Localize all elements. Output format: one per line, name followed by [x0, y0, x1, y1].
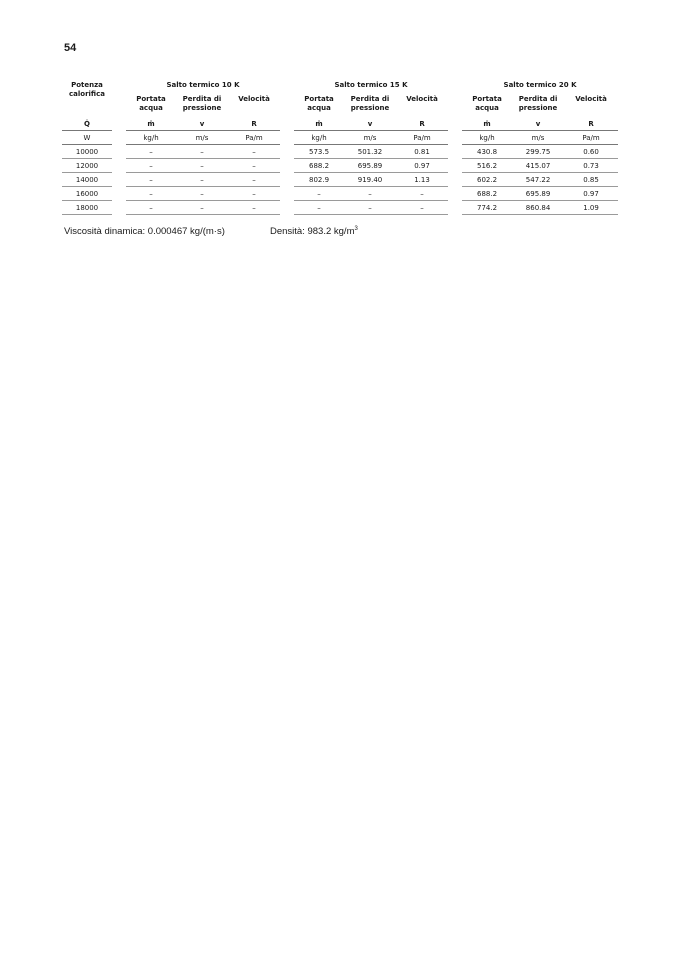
density-note [270, 226, 358, 237]
cell-value: – [176, 159, 228, 173]
col-header-portata-10k: Portata acqua [136, 95, 166, 112]
col-header-portata-15k: Portata acqua [304, 95, 334, 112]
cell-value: – [294, 187, 344, 201]
symbol-velocita-10k: R [251, 120, 257, 128]
cell-potenza: 14000 [62, 173, 112, 187]
cell-value: – [294, 201, 344, 215]
symbol-portata-15k: ṁ [315, 120, 323, 128]
cell-value: – [228, 201, 280, 215]
cell-value: – [396, 187, 448, 201]
cell-potenza: 12000 [62, 159, 112, 173]
unit-perdita-15k: m/s [344, 130, 396, 145]
cell-value: 688.2 [462, 187, 512, 201]
page-number: 54 [64, 42, 77, 54]
density-exponent: 3 [354, 225, 358, 232]
symbol-portata-20k: ṁ [483, 120, 491, 128]
cell-value: 602.2 [462, 173, 512, 187]
cell-value: – [344, 187, 396, 201]
cell-value: 0.97 [396, 159, 448, 173]
cell-value: – [126, 159, 176, 173]
cell-value: 547.22 [512, 173, 564, 187]
group-title-20k: Salto termico 20 K [503, 81, 577, 89]
unit-velocita-20k: Pa/m [564, 130, 618, 145]
unit-perdita-20k: m/s [512, 130, 564, 145]
symbol-perdita-15k: v [367, 120, 373, 128]
symbol-perdita-10k: v [199, 120, 205, 128]
unit-portata-20k: kg/h [462, 130, 512, 145]
cell-value: – [126, 201, 176, 215]
table-row [62, 201, 618, 215]
cell-value: – [176, 201, 228, 215]
unit-velocita-10k: Pa/m [228, 130, 280, 145]
cell-potenza: 10000 [62, 145, 112, 159]
cell-value: – [126, 145, 176, 159]
cell-value: 0.73 [564, 159, 618, 173]
symbol-velocita-15k: R [419, 120, 425, 128]
unit-velocita-15k: Pa/m [396, 130, 448, 145]
viscosity-note: Viscosità dinamica: 0.000467 kg/(m·s) [64, 226, 225, 237]
cell-value: – [126, 173, 176, 187]
flow-table [62, 80, 618, 215]
cell-value: – [396, 201, 448, 215]
cell-value: 1.13 [396, 173, 448, 187]
cell-value: 0.97 [564, 187, 618, 201]
table-row [62, 187, 618, 201]
cell-value: 695.89 [512, 187, 564, 201]
table-row [62, 173, 618, 187]
cell-value: 802.9 [294, 173, 344, 187]
cell-value: 516.2 [462, 159, 512, 173]
cell-value: 774.2 [462, 201, 512, 215]
notes [64, 225, 358, 237]
col-header-perdita-10k: Perdita di pressione [182, 95, 222, 112]
col-header-velocita-10k: Velocità [238, 95, 270, 103]
cell-value: 501.32 [344, 145, 396, 159]
cell-value: 0.60 [564, 145, 618, 159]
cell-value: 573.5 [294, 145, 344, 159]
cell-value: 430.8 [462, 145, 512, 159]
cell-value: – [228, 145, 280, 159]
col-header-perdita-15k: Perdita di pressione [350, 95, 390, 112]
unit-portata-15k: kg/h [294, 130, 344, 145]
table-row [62, 145, 618, 159]
symbol-perdita-20k: v [535, 120, 541, 128]
cell-value: – [126, 187, 176, 201]
cell-value: – [228, 173, 280, 187]
potenza-header: Potenza calorifica [69, 81, 105, 98]
symbol-velocita-20k: R [588, 120, 594, 128]
cell-value: – [176, 173, 228, 187]
col-header-portata-20k: Portata acqua [472, 95, 502, 112]
unit-portata-10k: kg/h [126, 130, 176, 145]
cell-value: 299.75 [512, 145, 564, 159]
group-title-15k: Salto termico 15 K [334, 81, 408, 89]
col-header-velocita-20k: Velocità [575, 95, 607, 103]
unit-potenza: W [62, 130, 112, 145]
cell-value: – [228, 187, 280, 201]
cell-potenza: 18000 [62, 201, 112, 215]
cell-value: 695.89 [344, 159, 396, 173]
cell-value: – [176, 145, 228, 159]
cell-value: 0.81 [396, 145, 448, 159]
cell-value: 1.09 [564, 201, 618, 215]
cell-value: 688.2 [294, 159, 344, 173]
col-header-perdita-20k: Perdita di pressione [518, 95, 558, 112]
cell-value: – [344, 201, 396, 215]
symbol-portata-10k: ṁ [147, 120, 155, 128]
col-header-velocita-15k: Velocità [406, 95, 438, 103]
unit-perdita-10k: m/s [176, 130, 228, 145]
cell-value: 860.84 [512, 201, 564, 215]
flow-table-container [62, 80, 618, 215]
cell-value: 415.07 [512, 159, 564, 173]
cell-value: – [228, 159, 280, 173]
cell-value: 0.85 [564, 173, 618, 187]
symbol-potenza: Q̇ [84, 120, 90, 128]
cell-potenza: 16000 [62, 187, 112, 201]
cell-value: 919.40 [344, 173, 396, 187]
group-title-10k: Salto termico 10 K [166, 81, 240, 89]
table-row [62, 159, 618, 173]
density-text: Densità: 983.2 kg/m [270, 226, 355, 237]
cell-value: – [176, 187, 228, 201]
